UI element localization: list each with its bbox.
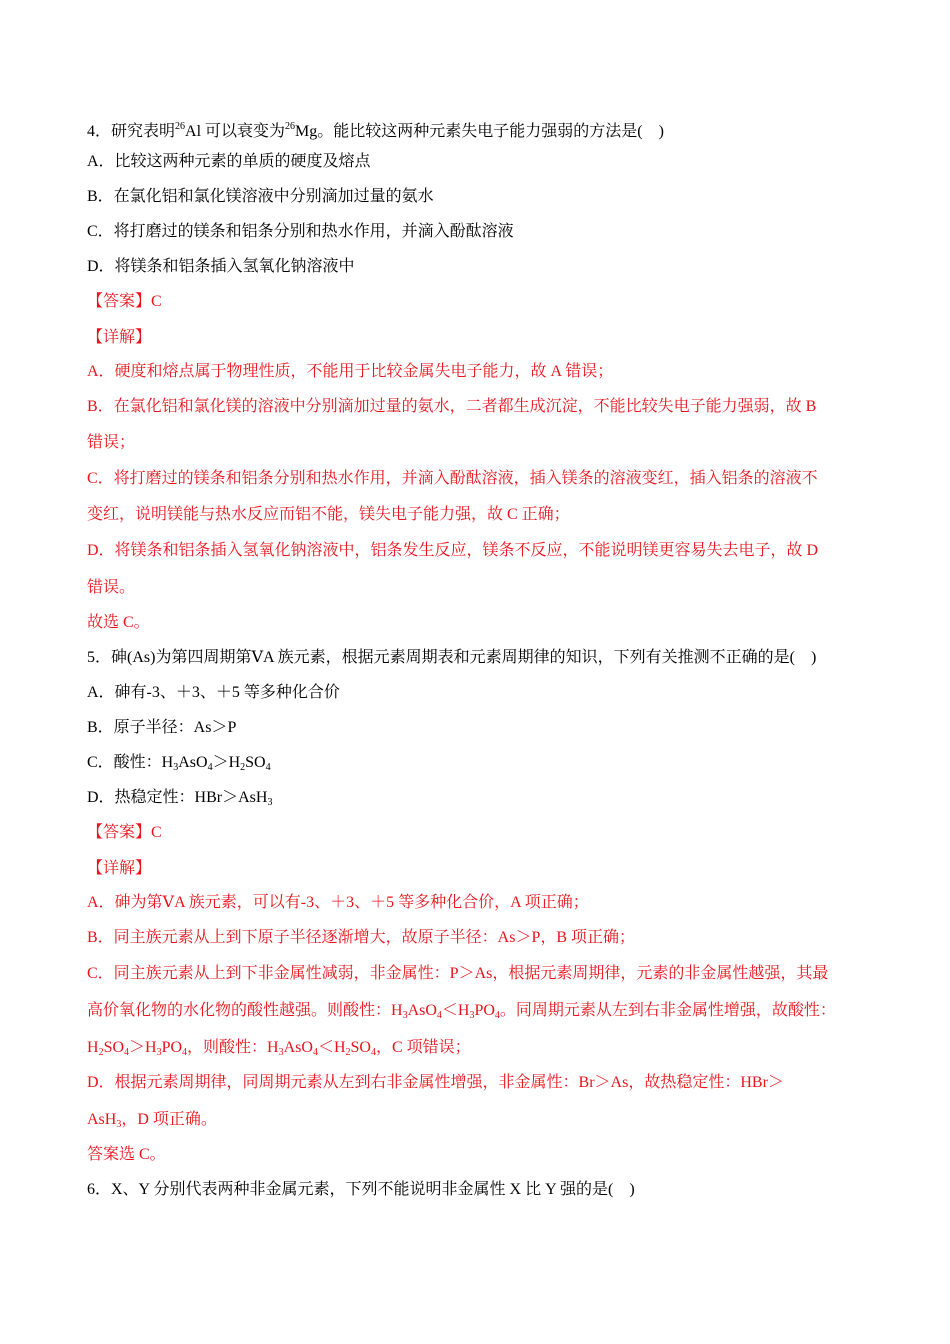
text-run: ＜H: [441, 1002, 470, 1019]
text-run: A．砷有-3、＋3、＋5 等多种化合价: [87, 684, 340, 701]
text-run: A．比较这两种元素的单质的硬度及熔点: [87, 153, 371, 170]
text-line: [87, 613, 150, 633]
text-run: AsH: [87, 1111, 117, 1128]
text-run: D．根据元素周期律，同周期元素从左到右非金属性增强，非金属性：Br＞As，故热稳定性：HBr＞: [87, 1074, 784, 1091]
text-line: [87, 152, 371, 172]
text-run: 变红，说明镁能与热水反应而铝不能，镁失电子能力强，故 C 正确；: [87, 506, 570, 523]
subscript: 2: [98, 1047, 104, 1058]
text-run: B．在氯化铝和氯化镁溶液中分别滴加过量的氨水: [87, 188, 434, 205]
superscript: 26: [285, 121, 296, 132]
text-line: [87, 257, 355, 277]
text-run: 。同周期元素从左到右非金属性增强，故酸性：: [499, 1002, 836, 1019]
text-line: [87, 578, 135, 598]
subscript: 4: [312, 1047, 318, 1058]
subscript: 3: [116, 1119, 122, 1130]
text-run: D．热稳定性：HBr＞AsH: [87, 789, 268, 806]
text-line: [87, 1110, 217, 1135]
text-line: [87, 397, 816, 417]
text-run: SO: [350, 1039, 371, 1056]
text-line: [87, 1180, 635, 1200]
text-run: B．同主族元素从上到下原子半径逐渐增大，故原子半径：As＞P，B 项正确；: [87, 929, 636, 946]
subscript: 3: [156, 1047, 162, 1058]
text-run: 【详解】: [87, 860, 152, 877]
subscript: 4: [265, 762, 271, 773]
text-line: [87, 893, 589, 913]
text-run: ＜H: [317, 1039, 346, 1056]
text-run: C．酸性：H: [87, 754, 174, 771]
text-run: PO: [474, 1002, 495, 1019]
text-run: A．砷为第ⅤA 族元素，可以有-3、＋3、＋5 等多种化合价，A 项正确；: [87, 894, 589, 911]
text-run: Al 可以衰变为: [185, 123, 286, 140]
text-run: 答案选 C。: [87, 1146, 166, 1163]
subscript: 3: [402, 1010, 408, 1021]
text-line: [87, 928, 635, 948]
subscript: 4: [436, 1010, 442, 1021]
text-line: [87, 187, 434, 207]
text-line: [87, 1073, 784, 1093]
text-line: [87, 505, 570, 525]
text-run: ＞H: [129, 1039, 157, 1056]
text-line: [87, 1001, 836, 1026]
text-line: [87, 541, 818, 561]
text-run: AsO: [178, 754, 208, 771]
text-run: SO: [103, 1039, 125, 1056]
text-line: [87, 859, 151, 879]
text-run: Mg。能比较这两种元素失电子能力强弱的方法是( ): [295, 123, 664, 140]
text-run: 6．X、Y 分别代表两种非金属元素，下列不能说明非金属性 X 比 Y 强的是( ): [87, 1181, 635, 1198]
text-run: 【答案】C: [87, 824, 162, 841]
text-line: [87, 964, 828, 984]
text-run: D．将镁条和铝条插入氢氧化钠溶液中: [87, 258, 355, 275]
text-run: C．将打磨过的镁条和铝条分别和热水作用，并滴入酚酞溶液: [87, 223, 514, 240]
text-run: 错误；: [87, 434, 136, 451]
text-line: [87, 222, 514, 242]
text-run: D．将镁条和铝条插入氢氧化钠溶液中，铝条发生反应，镁条不反应，不能说明镁更容易失去电子，故 D: [87, 542, 819, 559]
text-run: 【详解】: [87, 329, 152, 346]
text-run: AsO: [283, 1039, 313, 1056]
text-run: AsO: [407, 1002, 437, 1019]
text-run: ，D 项正确。: [121, 1111, 217, 1128]
text-run: 5．砷(As)为第四周期第ⅤA 族元素，根据元素周期表和元素周期律的知识，下列有关推测不正确的是( ): [87, 649, 817, 666]
subscript: 4: [124, 1047, 130, 1058]
text-line: [87, 469, 818, 489]
text-run: ，则酸性：H: [187, 1039, 279, 1056]
subscript: 3: [469, 1010, 475, 1021]
text-run: C．将打磨过的镁条和铝条分别和热水作用，并滴入酚酞溶液，插入镁条的溶液变红，插入铝条的溶液不: [87, 470, 818, 487]
text-line: [87, 362, 613, 382]
text-line: [87, 433, 135, 453]
subscript: 4: [370, 1047, 376, 1058]
subscript: 4: [182, 1047, 188, 1058]
text-run: 高价氧化物的水化物的酸性越强。则酸性：H: [87, 1002, 403, 1019]
text-run: ，C 项错误；: [375, 1039, 471, 1056]
text-line: [87, 823, 162, 843]
text-line: [87, 648, 816, 668]
text-run: SO: [245, 754, 266, 771]
text-line: [87, 718, 236, 738]
text-run: A．硬度和熔点属于物理性质，不能用于比较金属失电子能力，故 A 错误；: [87, 363, 614, 380]
text-run: 错误。: [87, 579, 136, 596]
text-line: [87, 753, 271, 778]
subscript: 4: [207, 762, 213, 773]
text-line: [87, 292, 162, 312]
subscript: 2: [240, 762, 246, 773]
text-line: [87, 1038, 471, 1063]
text-line: [87, 683, 340, 703]
text-line: [87, 1145, 166, 1165]
text-line: [87, 328, 151, 348]
text-run: 4．研究表明: [87, 123, 176, 140]
subscript: 3: [267, 797, 273, 808]
subscript: 3: [173, 762, 179, 773]
text-run: ＞H: [212, 754, 241, 771]
text-run: B．在氯化铝和氯化镁的溶液中分别滴加过量的氨水，二者都生成沉淀，不能比较失电子能力强弱，故 B: [87, 398, 817, 415]
text-run: C．同主族元素从上到下非金属性减弱，非金属性：P＞As，根据元素周期律，元素的非金属性越强，其最: [87, 965, 829, 982]
text-line: [87, 117, 664, 142]
text-line: [87, 788, 272, 813]
text-run: B．原子半径：As＞P: [87, 719, 237, 736]
text-run: 【答案】C: [87, 293, 162, 310]
text-run: PO: [161, 1039, 183, 1056]
text-run: 故选 C。: [87, 614, 150, 631]
subscript: 3: [278, 1047, 284, 1058]
text-run: H: [87, 1039, 99, 1056]
subscript: 4: [494, 1010, 500, 1021]
superscript: 26: [175, 121, 186, 132]
subscript: 2: [345, 1047, 351, 1058]
